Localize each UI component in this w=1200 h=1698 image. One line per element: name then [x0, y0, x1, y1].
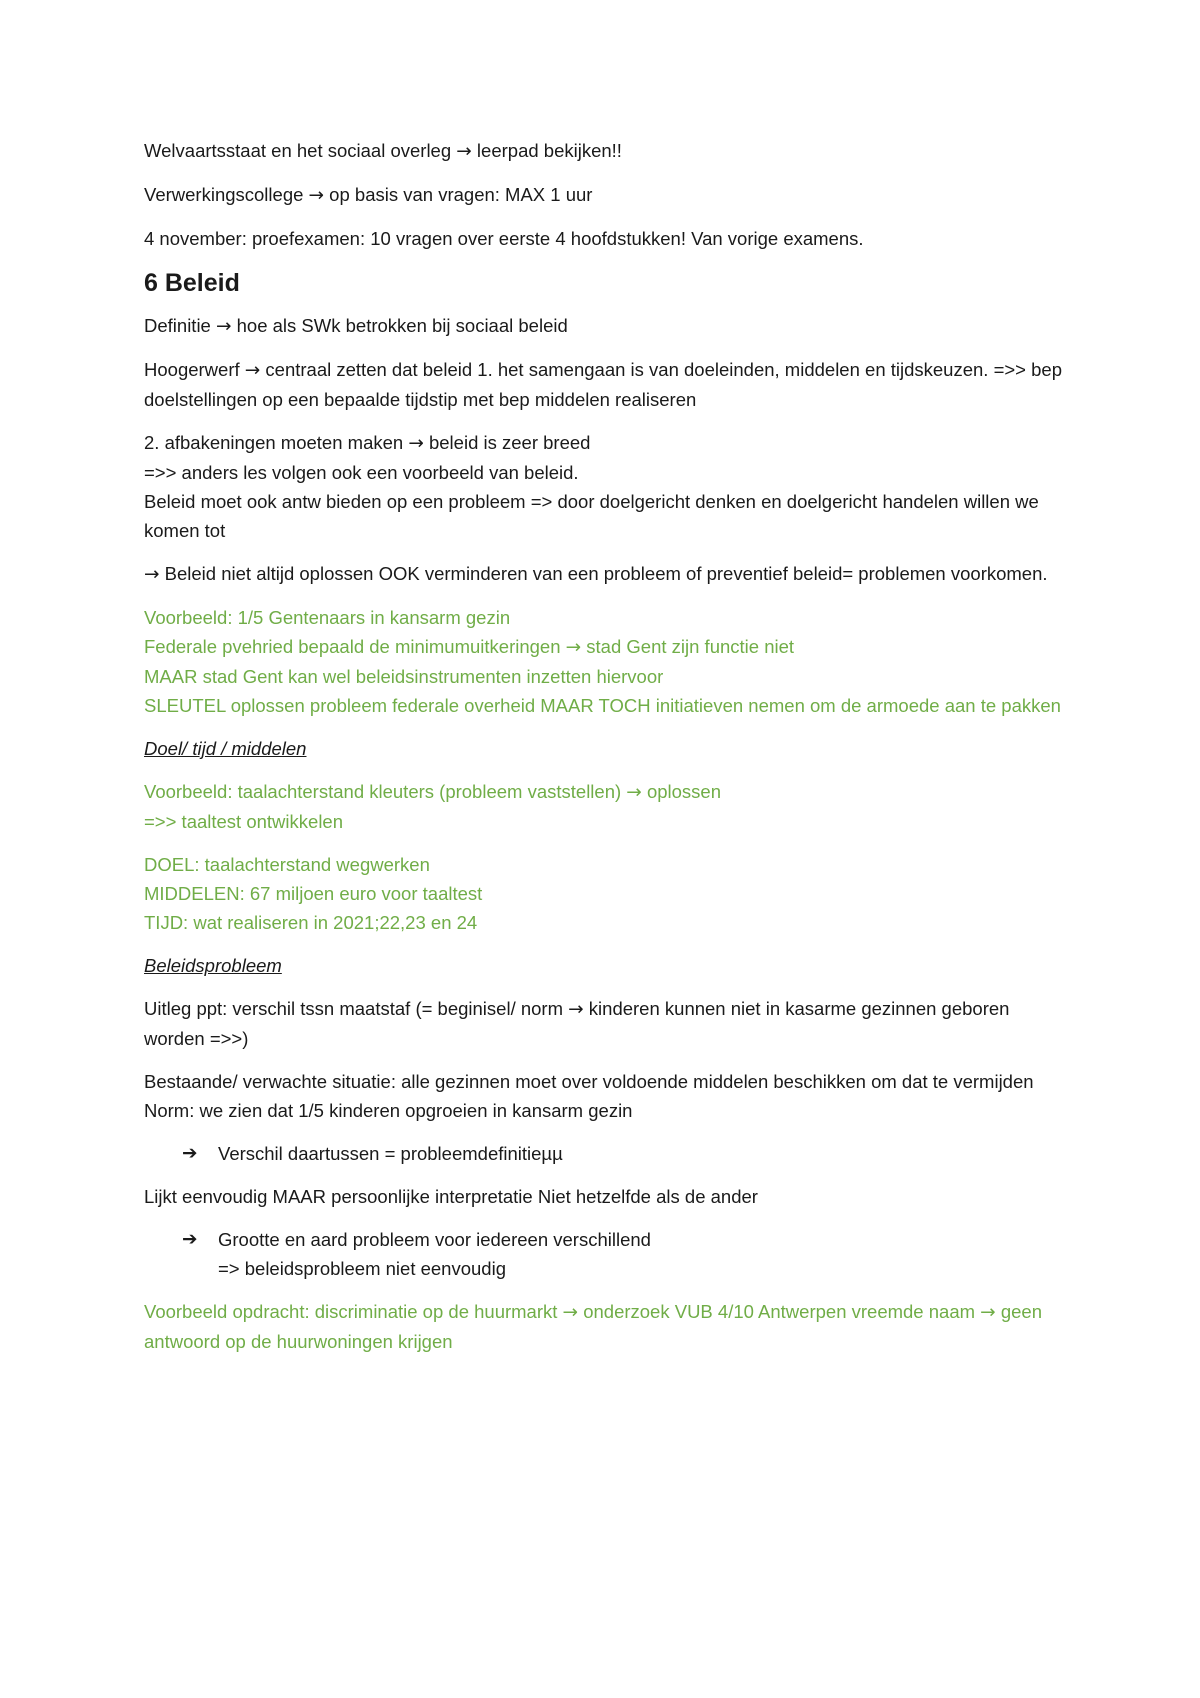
text: leerpad bekijken!! [471, 140, 622, 161]
text: Uitleg ppt: verschil tssn maatstaf (= beginisel/ norm [144, 998, 569, 1019]
subheading-beleidsprobleem: Beleidsprobleem [144, 955, 282, 976]
voorbeeld-gent-paragraph [144, 603, 1064, 720]
text: oplossen [641, 781, 722, 802]
subheading-doel-tijd-middelen: Doel/ tijd / middelen [144, 738, 307, 759]
bestaande-line-1: Bestaande/ verwachte situatie: alle gezinnen moet over voldoende middelen beschikken om dat te vermijden [144, 1071, 1034, 1092]
doel-line: DOEL: taalachterstand wegwerken [144, 854, 430, 875]
text: Verschil daartussen = probleemdefinitieµµ [218, 1143, 563, 1164]
voorbeeld-line-2 [144, 632, 1064, 662]
voorbeeld-line-4: SLEUTEL oplossen probleem federale overheid MAAR TOCH initiatieven nemen om de armoede aan te pakken [144, 695, 1061, 716]
bullet-list-1 [144, 1139, 1064, 1168]
middelen-line: MIDDELEN: 67 miljoen euro voor taaltest [144, 883, 483, 904]
voorbeeld-taal-paragraph [144, 777, 1064, 836]
arrow-right-icon: → [562, 1302, 579, 1323]
text: Hoogerwerf [144, 359, 245, 380]
intro-line-1 [144, 136, 1064, 166]
text: Verwerkingscollege [144, 184, 309, 205]
hoogerwerf-paragraph [144, 355, 1064, 414]
section-heading: 6 Beleid [144, 269, 240, 297]
definitie-paragraph [144, 311, 1064, 341]
text: Definitie [144, 315, 216, 336]
arrow-right-icon: → [456, 141, 472, 162]
voorbeeld-line-1: Voorbeeld: 1/5 Gentenaars in kansarm gezin [144, 607, 511, 628]
voorbeeld-opdracht-paragraph [144, 1297, 1064, 1356]
text: kinderen kunnen niet in kasarme gezinnen geboren worden =>>) [144, 998, 1010, 1049]
uitleg-paragraph [144, 994, 1064, 1053]
afbakeningen-line-1 [144, 428, 1064, 458]
arrow-right-icon: → [408, 433, 424, 454]
text: => beleidsprobleem niet eenvoudig [218, 1258, 506, 1279]
intro-line-2 [144, 180, 1064, 210]
lijkt-paragraph: Lijkt eenvoudig MAAR persoonlijke interpretatie Niet hetzelfde als de ander [144, 1186, 758, 1207]
afbakeningen-paragraph [144, 428, 1064, 545]
arrow-right-icon: → [308, 185, 325, 206]
intro-line-3: 4 november: proefexamen: 10 vragen over eerste 4 hoofdstukken! Van vorige examens. [144, 228, 864, 249]
afbakeningen-line-2: =>> anders les volgen ook een voorbeeld van beleid. [144, 462, 579, 483]
list-item [144, 1139, 1064, 1168]
arrow-right-icon: → [568, 999, 584, 1020]
text: 2. afbakeningen moeten maken [144, 432, 409, 453]
arrow-right-icon: → [980, 1302, 996, 1323]
arrow-right-icon: → [565, 637, 582, 658]
text: onderzoek VUB 4/10 Antwerpen vreemde naam [578, 1301, 981, 1322]
voorbeeld-taal-line-1 [144, 777, 1064, 807]
voorbeeld-taal-line-2: =>> taaltest ontwikkelen [144, 811, 344, 832]
voorbeeld-line-3: MAAR stad Gent kan wel beleidsinstrumenten inzetten hiervoor [144, 666, 664, 687]
text: stad Gent zijn functie niet [581, 636, 795, 657]
text: geen antwoord op de huurwoningen krijgen [144, 1301, 1042, 1352]
text: centraal zetten dat beleid 1. het samengaan is van doeleinden, middelen en tijdskeuzen. =>> bep doelstellingen op een bepaalde tijdstip met bep middelen realiseren [144, 359, 1062, 410]
text: beleid is zeer breed [423, 432, 591, 453]
text: Welvaartsstaat en het sociaal overleg [144, 140, 457, 161]
arrow-bullet-icon: ➔ [182, 1143, 198, 1164]
text: Beleid niet altijd oplossen OOK verminderen van een probleem of preventief beleid= problemen voorkomen. [159, 563, 1048, 584]
arrow-bullet-icon: ➔ [182, 1229, 198, 1250]
oplossen-paragraph [144, 559, 1064, 589]
arrow-right-icon: → [144, 564, 160, 585]
text: Grootte en aard probleem voor iedereen verschillend [218, 1229, 651, 1250]
text: Voorbeeld: taalachterstand kleuters (probleem vaststellen) [144, 781, 627, 802]
doel-middelen-tijd-block [144, 850, 1064, 937]
afbakeningen-line-3: Beleid moet ook antw bieden op een probleem => door doelgericht denken en doelgericht handelen willen we komen tot [144, 491, 1039, 541]
list-item [144, 1225, 1064, 1283]
bestaande-line-2: Norm: we zien dat 1/5 kinderen opgroeien in kansarm gezin [144, 1100, 633, 1121]
text: Federale pvehried bepaald de minimumuitkeringen [144, 636, 566, 657]
arrow-right-icon: → [215, 316, 232, 337]
arrow-right-icon: → [244, 360, 261, 381]
text: hoe als SWk betrokken bij sociaal beleid [231, 315, 568, 336]
text: op basis van vragen: MAX 1 uur [324, 184, 593, 205]
arrow-right-icon: → [626, 782, 642, 803]
tijd-line: TIJD: wat realiseren in 2021;22,23 en 24 [144, 912, 478, 933]
text: Voorbeeld opdracht: discriminatie op de huurmarkt [144, 1301, 563, 1322]
document-page [144, 136, 1064, 1370]
bullet-list-2 [144, 1225, 1064, 1283]
bestaande-paragraph [144, 1067, 1064, 1125]
